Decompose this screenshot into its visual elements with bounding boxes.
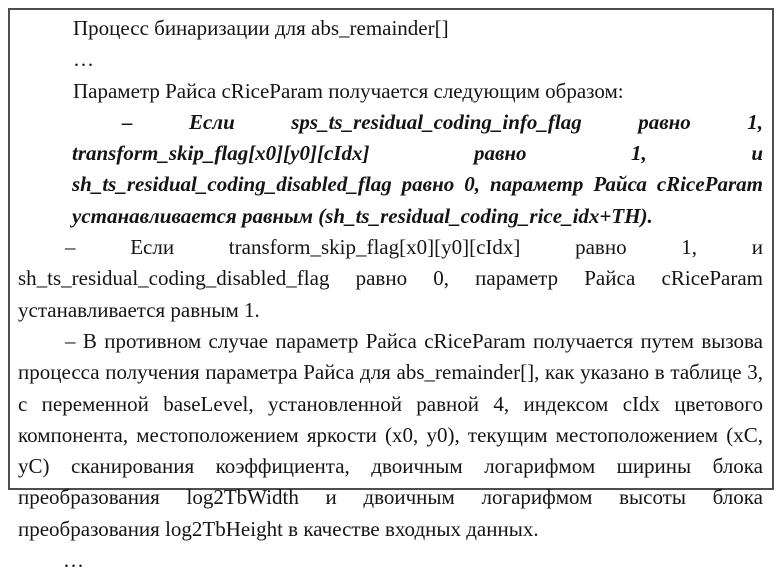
- ellipsis-bottom: …: [63, 548, 84, 573]
- rice-param-intro: Параметр Райса cRiceParam получается следующим образом:: [73, 78, 624, 103]
- condition-transform-skip: – Если transform_skip_flag[x0][y0][cIdx] равно 1, и sh_ts_residual_coding_disabled_flag равно 0, параметр Райса cRiceParam устанавливается равным 1.: [18, 235, 763, 322]
- condition-sps-ts-residual-quote: – Если sps_ts_residual_coding_info_flag равно 1, transform_skip_flag[x0][y0][cIdx] равно 1, и sh_ts_residual_coding_disabled_flag равно 0, параметр Райса cRiceParam устанавливается равным (sh_ts_residual_coding_rice_idx+TH).: [72, 109, 763, 228]
- document-content: [10, 10, 772, 576]
- ellipsis-top: …: [73, 47, 94, 72]
- binarization-process-title: Процесс бинаризации для abs_remainder[]: [73, 16, 449, 40]
- condition-otherwise: – В противном случае параметр Райса cRiceParam получается путем вызова процесса получения параметра Райса для abs_remainder[], как указано в таблице 3, с переменной baseLevel, установленной равной 4, индексом cIdx цветового компонента, местоположением яркости (x0, y0), текущим местоположением (xC, yC) сканирования коэффициента, двоичным логарифмом ширины блока преобразования log2TbWidth и двоичным логарифмом высоты блока преобразования log2TbHeight в качестве входных данных.: [18, 328, 763, 541]
- document-frame: [8, 8, 774, 573]
